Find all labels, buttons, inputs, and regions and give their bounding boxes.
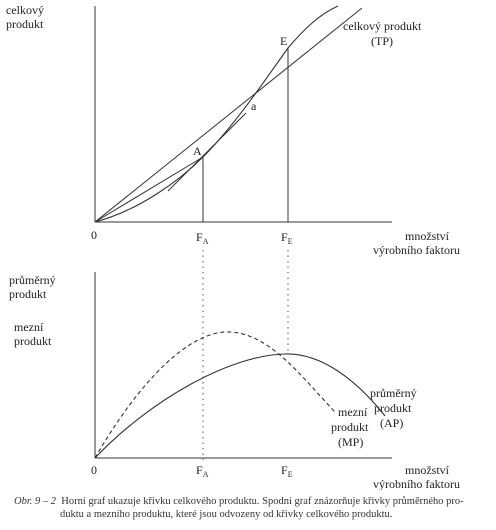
point-e-label: E bbox=[280, 34, 288, 48]
bottom-tick-fa: $F_A$ bbox=[196, 463, 209, 479]
bottom-x-label-line2: výrobního faktoru bbox=[373, 477, 460, 490]
ap-y-label-line1: průměrný bbox=[9, 273, 56, 287]
top-tick-fe: $F_E$ bbox=[281, 230, 293, 246]
mp-label-line3: (MP) bbox=[338, 435, 364, 449]
bottom-tick-fe: $F_E$ bbox=[281, 463, 293, 479]
ray-origin-to-e bbox=[95, 8, 362, 222]
bottom-origin-label: 0 bbox=[91, 463, 97, 477]
bottom-x-label-line1: množství bbox=[405, 463, 449, 477]
tp-label-line2: (TP) bbox=[371, 34, 393, 48]
mp-label-line1: mezní bbox=[338, 405, 368, 419]
tp-label-line1: celkový produkt bbox=[343, 19, 422, 33]
tangent-line-a bbox=[168, 113, 246, 191]
ap-label-line1: průměrný bbox=[370, 386, 417, 400]
caption-number: Obr. 9 – 2 bbox=[14, 496, 57, 507]
top-origin-label: 0 bbox=[91, 228, 97, 242]
top-tick-fa: $F_A$ bbox=[196, 230, 209, 246]
top-y-label-line1: celkový bbox=[6, 3, 44, 17]
caption-text-line1: Horní graf ukazuje křivku celkového produktu. Spodní graf znázorňuje křivky průměrného pro- bbox=[61, 496, 464, 507]
total-product-curve bbox=[95, 6, 338, 222]
point-a-label: A bbox=[193, 144, 202, 158]
top-y-label-line2: produkt bbox=[6, 17, 44, 31]
ray-origin-to-a bbox=[95, 157, 203, 222]
ap-label-line3: (AP) bbox=[380, 416, 404, 430]
mp-y-label-line1: mezní bbox=[14, 320, 44, 334]
top-x-label-line2: výrobního faktoru bbox=[373, 243, 460, 257]
bottom-graph bbox=[9, 272, 460, 490]
top-x-label-line1: množství bbox=[405, 229, 449, 243]
mp-label-line2: produkt bbox=[331, 420, 369, 434]
ap-y-label-line2: produkt bbox=[9, 287, 47, 301]
mp-y-label-line2: produkt bbox=[14, 334, 52, 348]
figure-caption bbox=[14, 495, 484, 521]
tangent-a-label: a bbox=[251, 99, 257, 113]
ap-label-line2: produkt bbox=[374, 401, 412, 415]
marginal-product-curve bbox=[95, 332, 335, 458]
caption-text-line2: duktu a mezního produktu, které jsou odvozeny od křivky celkového produktu. bbox=[60, 509, 393, 520]
top-graph bbox=[6, 3, 460, 257]
